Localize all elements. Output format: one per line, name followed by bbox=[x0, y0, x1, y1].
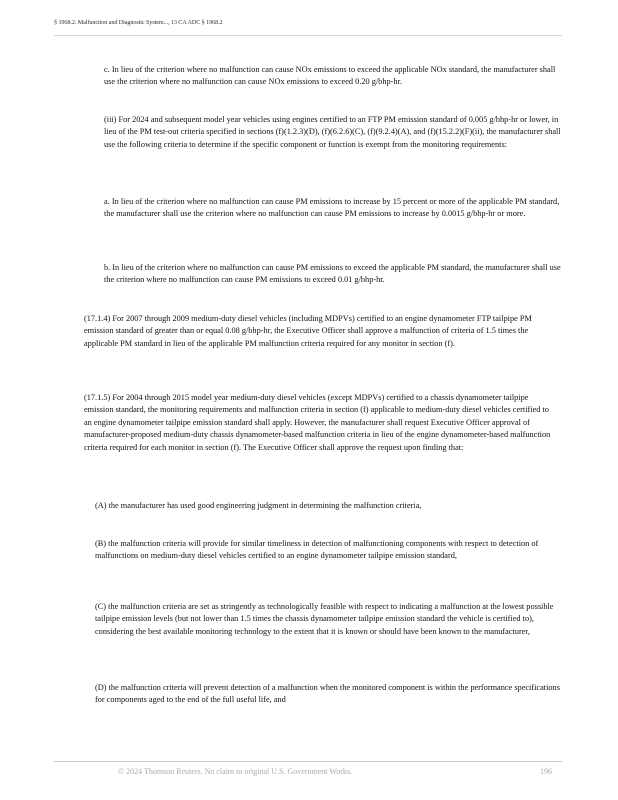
paragraph-D: (D) the malfunction criteria will prevent detection of a malfunction when the monitored component is within the performance specifications for components aged to the end of the full useful life, and bbox=[95, 683, 560, 705]
footer-copyright: © 2024 Thomson Reuters. No claim to original U.S. Government Works. bbox=[118, 767, 353, 776]
running-header: § 1968.2. Malfunction and Diagnostic System..., 13 CA ADC § 1968.2 bbox=[54, 19, 223, 26]
paragraph-iii-pm: (iii) For 2024 and subsequent model year vehicles using engines certified to an FTP PM emission standard of 0.005 g/bhp-hr or lower, in lieu of the PM test-out criteria specified in sections (f)(1.2.3)(D), (f)(6.2.6)(C), (f)(9.2.4)(A), and (f)(15.2.2)(F)(ii), the manufacturer shall use the following criteria to determine if the specific component or function is exempt from the monitoring requirements: bbox=[104, 115, 561, 149]
paragraph-A: (A) the manufacturer has used good engineering judgment in determining the malfunction criteria, bbox=[95, 501, 422, 510]
paragraph-C: (C) the malfunction criteria are set as stringently as technologically feasible with respect to indicating a malfunction at the lowest possible tailpipe emission levels (but not lower than 1.5 times the chassis dynamometer tailpipe emission standard the vehicle is certified to), considering the best available monitoring technology to the extent that it is known or should have been known to the manufacturer, bbox=[95, 602, 554, 636]
paragraph-17-1-4: (17.1.4) For 2007 through 2009 medium-duty diesel vehicles (including MDPVs) certified to an engine dynamometer FTP tailpipe PM emission standard of greater than or equal 0.08 g/bhp-hr, the Executive Officer shall approve a malfunction of criteria of 1.5 times the applicable PM standard in lieu of the applicable PM malfunction criteria required for any monitor in section (f). bbox=[84, 314, 532, 348]
paragraph-c-nox: c. In lieu of the criterion where no malfunction can cause NOx emissions to exceed the applicable NOx standard, the manufacturer shall use the criterion where no malfunction can cause NOx emissions to exceed 0.20 g/bhp-hr. bbox=[104, 65, 556, 87]
footer-divider bbox=[54, 761, 562, 762]
paragraph-17-1-5: (17.1.5) For 2004 through 2015 model year medium-duty diesel vehicles (except MDPVs) certified to a chassis dynamometer tailpipe emission standard, the monitoring requirements and malfunction criteria in section (f) applicable to medium-duty diesel vehicles certified to an engine dynamometer tailpipe emission standard shall apply. However, the manufacturer shall request Executive Officer approval of manufacturer-proposed medium-duty chassis dynamometer-based malfunction criteria in lieu of the engine dynamometer-based malfunction criteria required for each monitor in section (f). The Executive Officer shall approve the request upon finding that: bbox=[84, 393, 551, 452]
header-divider bbox=[54, 35, 562, 36]
page-number: 196 bbox=[540, 767, 552, 776]
paragraph-b-pm: b. In lieu of the criterion where no malfunction can cause PM emissions to exceed the applicable PM standard, the manufacturer shall use the criterion where no malfunction can cause PM emissions to exceed 0.01 g/bhp-hr. bbox=[104, 263, 561, 285]
paragraph-B: (B) the malfunction criteria will provide for similar timeliness in detection of malfunctioning components with respect to detection of malfunctions on medium-duty diesel vehicles certified to an engine dynamometer tailpipe emission standard, bbox=[95, 539, 539, 561]
paragraph-a-pm: a. In lieu of the criterion where no malfunction can cause PM emissions to increase by 15 percent or more of the applicable PM standard, the manufacturer shall use the criterion where no malfunction can cause PM emissions to increase by 0.0015 g/bhp-hr or more. bbox=[104, 197, 560, 219]
